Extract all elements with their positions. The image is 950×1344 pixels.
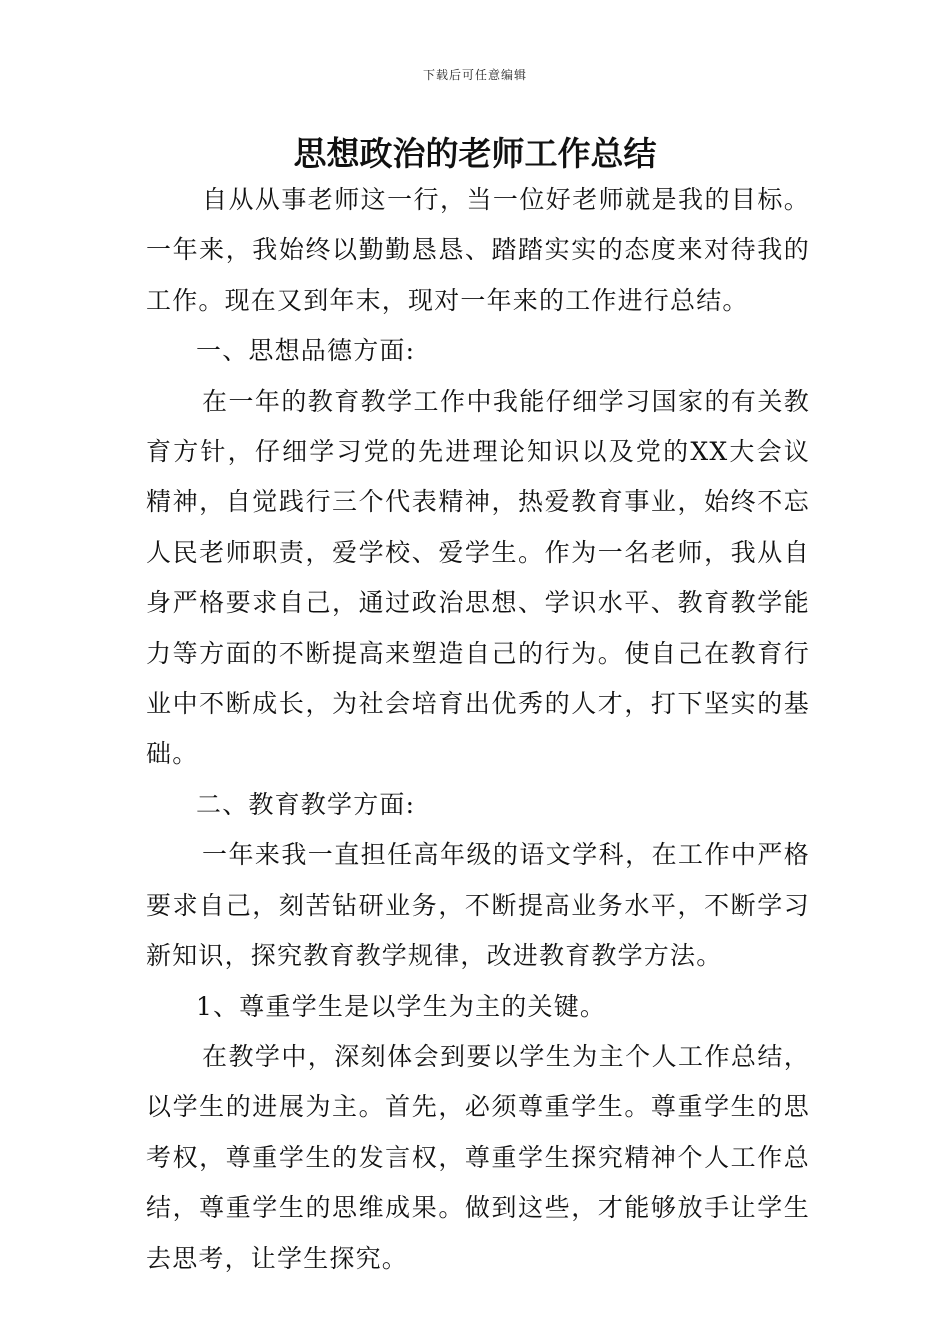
section-heading-moral: 一、思想品德方面:	[196, 336, 416, 366]
subsection-heading-respect: 1、尊重学生是以学生为主的关键。	[196, 991, 607, 1021]
header-note: 下载后可任意编辑	[422, 68, 527, 82]
paragraph-moral: 在一年的教育教学工作中我能仔细学习国家的有关教育方针，仔细学习党的先进理论知识以及党的XX大会议精神，自觉践行三个代表精神，热爱教育事业，始终不忘人民老师职责，爱学校、爱学生。作为一名老师，我从自身严格要求自己，通过政治思想、学识水平、教育教学能力等方面的不断提高来塑造自己的行为。使自己在教育行业中不断成长，为社会培育出优秀的人才，打下坚实的基础。	[146, 386, 810, 769]
paragraph-teaching: 一年来我一直担任高年级的语文学科，在工作中严格要求自己，刻苦钻研业务，不断提高业务水平，不断学习新知识，探究教育教学规律，改进教育教学方法。	[146, 840, 810, 971]
paragraph-respect: 在教学中，深刻体会到要以学生为主个人工作总结，以学生的进展为主。首先，必须尊重学生。尊重学生的思考权，尊重学生的发言权，尊重学生探究精神个人工作总结，尊重学生的思维成果。做到这些，才能够放手让学生去思考，让学生探究。	[146, 1041, 810, 1273]
document-body	[146, 175, 810, 1284]
paragraph-intro: 自从从事老师这一行，当一位好老师就是我的目标。一年来，我始终以勤勤恳恳、踏踏实实的态度来对待我的工作。现在又到年末，现对一年来的工作进行总结。	[146, 185, 810, 315]
document-title: 思想政治的老师工作总结	[293, 134, 657, 173]
section-heading-teaching: 二、教育教学方面:	[196, 789, 416, 819]
